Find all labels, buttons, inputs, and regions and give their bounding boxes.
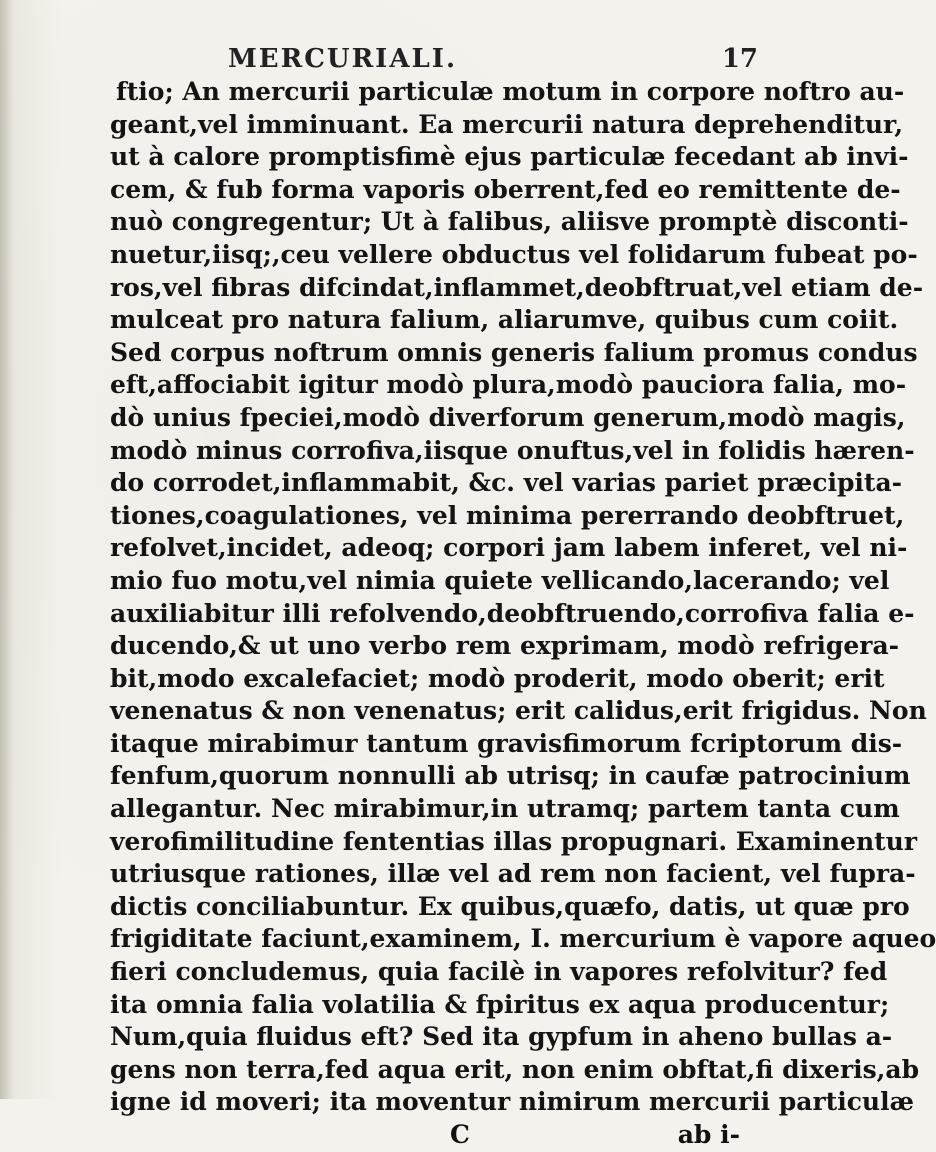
text-line: verofimilitudine fententias illas propugnari. Examinentur xyxy=(110,826,918,856)
page-gutter-shadow xyxy=(0,0,14,1099)
text-line: geant,vel imminuant. Ea mercurii natura deprehenditur, xyxy=(110,109,904,139)
text-line: bit,modo excalefaciet; modò proderit, modo oberit; erit xyxy=(110,663,885,693)
text-line: allegantur. Nec mirabimur,in utramq; partem tanta cum xyxy=(110,794,900,824)
text-line: cem, & fub forma vaporis oberrent,fed eo remittente de- xyxy=(110,174,901,204)
running-head: MERCURIALI. xyxy=(228,44,458,74)
text-line: tiones,coagulationes, vel minima pererrando deobftruet, xyxy=(110,500,905,530)
body-text xyxy=(110,76,936,1152)
text-line: ros,vel fibras difcindat,inflammet,deobftruat,vel etiam de- xyxy=(110,272,924,302)
text-line: refolvet,incidet, adeoq; corpori jam labem inferet, vel ni- xyxy=(110,533,908,563)
text-line: Sed corpus noftrum omnis generis falium promus condus xyxy=(110,337,918,367)
text-line: nuò congregentur; Ut à falibus, aliisve promptè disconti- xyxy=(110,207,909,237)
text-line: eft,affociabit igitur modò plura,modò pauciora falia, mo- xyxy=(110,370,907,400)
signature-mark: C xyxy=(450,1120,470,1149)
text-line: auxiliabitur illi refolvendo,deobftruendo,corrofiva falia e- xyxy=(110,598,915,628)
page-number: 17 xyxy=(721,44,758,74)
text-line: ftio; An mercurii particulæ motum in corpore noftro au- xyxy=(116,77,905,106)
text-line: ut à calore promptisfimè ejus particulæ fecedant ab invi- xyxy=(110,142,909,172)
text-line: ita omnia falia volatilia & fpiritus ex aqua producentur; xyxy=(110,989,890,1019)
text-line: dictis conciliabuntur. Ex quibus,quæfo, datis, ut quæ pro xyxy=(110,891,910,921)
footer-line xyxy=(110,1119,760,1152)
text-line: utriusque rationes, illæ vel ad rem non facient, vel fupra- xyxy=(110,859,916,889)
text-line: itaque mirabimur tantum gravisfimorum fcriptorum dis- xyxy=(110,728,903,758)
catchword: ab i- xyxy=(677,1120,740,1149)
text-line: frigiditate faciunt,examinem, I. mercurium è vapore aqueo xyxy=(110,924,936,954)
text-line: modò minus corrofiva,iisque onuftus,vel in folidis hæren- xyxy=(110,435,915,465)
text-line: fieri concludemus, quia facilè in vapores refolvitur? fed xyxy=(110,957,888,987)
text-line: nuetur,iisq;,ceu vellere obductus vel folidarum fubeat po- xyxy=(110,239,918,269)
text-line: fenfum,quorum nonnulli ab utrisq; in caufæ patrocinium xyxy=(110,761,911,791)
text-line: do corrodet,inflammabit, &c. vel varias pariet præcipita- xyxy=(110,468,903,498)
text-line: mio fuo motu,vel nimia quiete vellicando,lacerando; vel xyxy=(110,565,890,595)
text-line: Num,quia fluidus eft? Sed ita gypfum in aheno bullas a- xyxy=(110,1022,893,1052)
text-line: venenatus & non venenatus; erit calidus,erit frigidus. Non xyxy=(110,696,927,726)
text-line: gens non terra,fed aqua erit, non enim obftat,fi dixeris,ab xyxy=(110,1054,920,1084)
text-line: ducendo,& ut uno verbo rem exprimam, modò refrigera- xyxy=(110,631,900,661)
text-line: igne id moveri; ita moventur nimirum mercurii particulæ xyxy=(110,1087,914,1117)
text-line: dò unius fpeciei,modò diverforum generum,modò magis, xyxy=(110,402,906,432)
text-line: mulceat pro natura falium, aliarumve, quibus cum coiit. xyxy=(110,305,899,335)
